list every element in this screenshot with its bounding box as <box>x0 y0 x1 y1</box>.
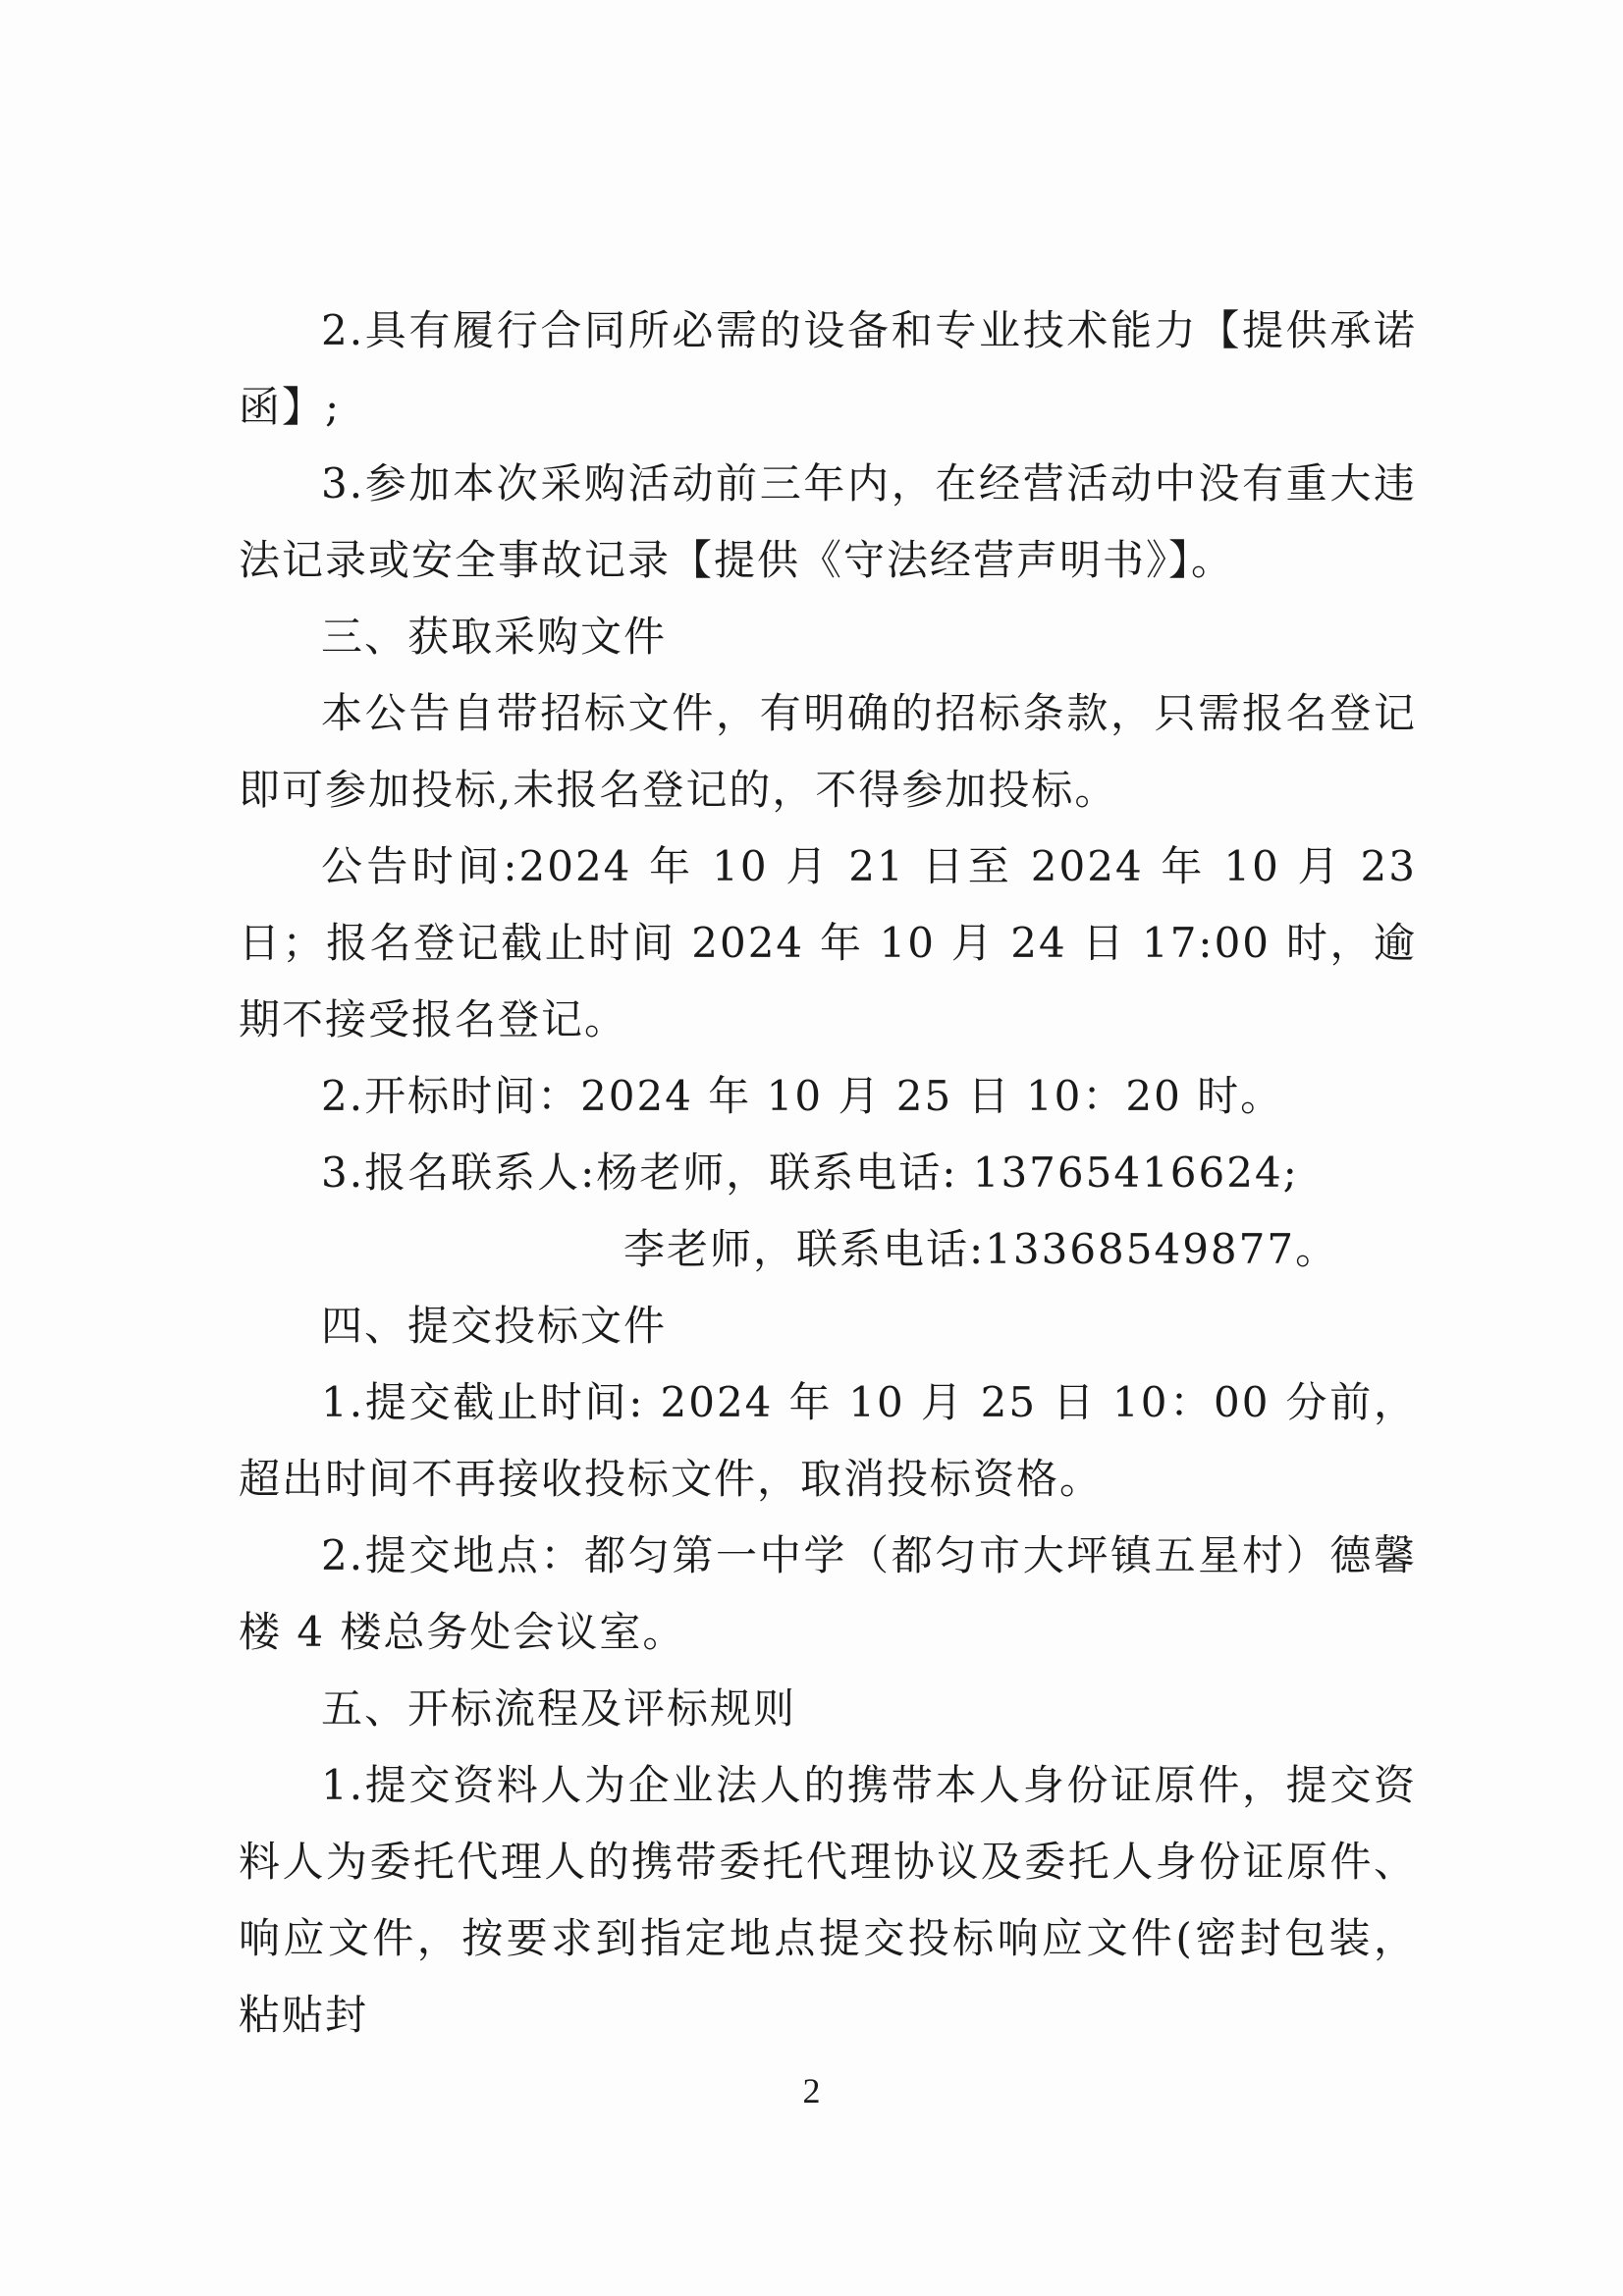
paragraph-qualification-3: 3.参加本次采购活动前三年内，在经营活动中没有重大违法记录或安全事故记录【提供《守法经营声明书》】。 <box>239 459 1417 584</box>
paragraph-qualification-2: 2.具有履行合同所必需的设备和专业技术能力【提供承诺函】; <box>239 306 1417 431</box>
section-heading-opening-rules: 五、开标流程及评标规则 <box>321 1684 797 1733</box>
paragraph-announcement-time: 公告时间:2024 年 10 月 21 日至 2024 年 10 月 23 日；报名登记截止时间 2024 年 10 月 24 日 17:00 时，逾期不接受报名登记。 <box>239 842 1417 1043</box>
page-number: 2 <box>802 2071 821 2110</box>
section-heading-submit-documents: 四、提交投标文件 <box>321 1302 668 1350</box>
paragraph-contact-2: 李老师，联系电话:13368549877。 <box>623 1225 1339 1273</box>
paragraph-opening-time: 2.开标时间：2024 年 10 月 25 日 10：20 时。 <box>321 1072 1284 1120</box>
paragraph-registration-note: 本公告自带招标文件，有明确的招标条款，只需报名登记即可参加投标,未报名登记的，不得参加投标。 <box>239 689 1417 814</box>
paragraph-submitter-requirements: 1.提交资料人为企业法人的携带本人身份证原件，提交资料人为委托代理人的携带委托代理协议及委托人身份证原件、响应文件，按要求到指定地点提交投标响应文件(密封包装，粘贴封 <box>239 1761 1417 2039</box>
paragraph-submission-location: 2.提交地点：都匀第一中学（都匀市大坪镇五星村）德馨楼 4 楼总务处会议室。 <box>239 1531 1417 1656</box>
section-heading-obtain-documents: 三、获取采购文件 <box>321 613 668 661</box>
paragraph-contact-1: 3.报名联系人:杨老师，联系电话: 13765416624; <box>321 1148 1299 1197</box>
paragraph-submission-deadline: 1.提交截止时间: 2024 年 10 月 25 日 10：00 分前，超出时间不再接收投标文件，取消投标资格。 <box>239 1378 1417 1503</box>
document-body <box>239 293 1417 2054</box>
